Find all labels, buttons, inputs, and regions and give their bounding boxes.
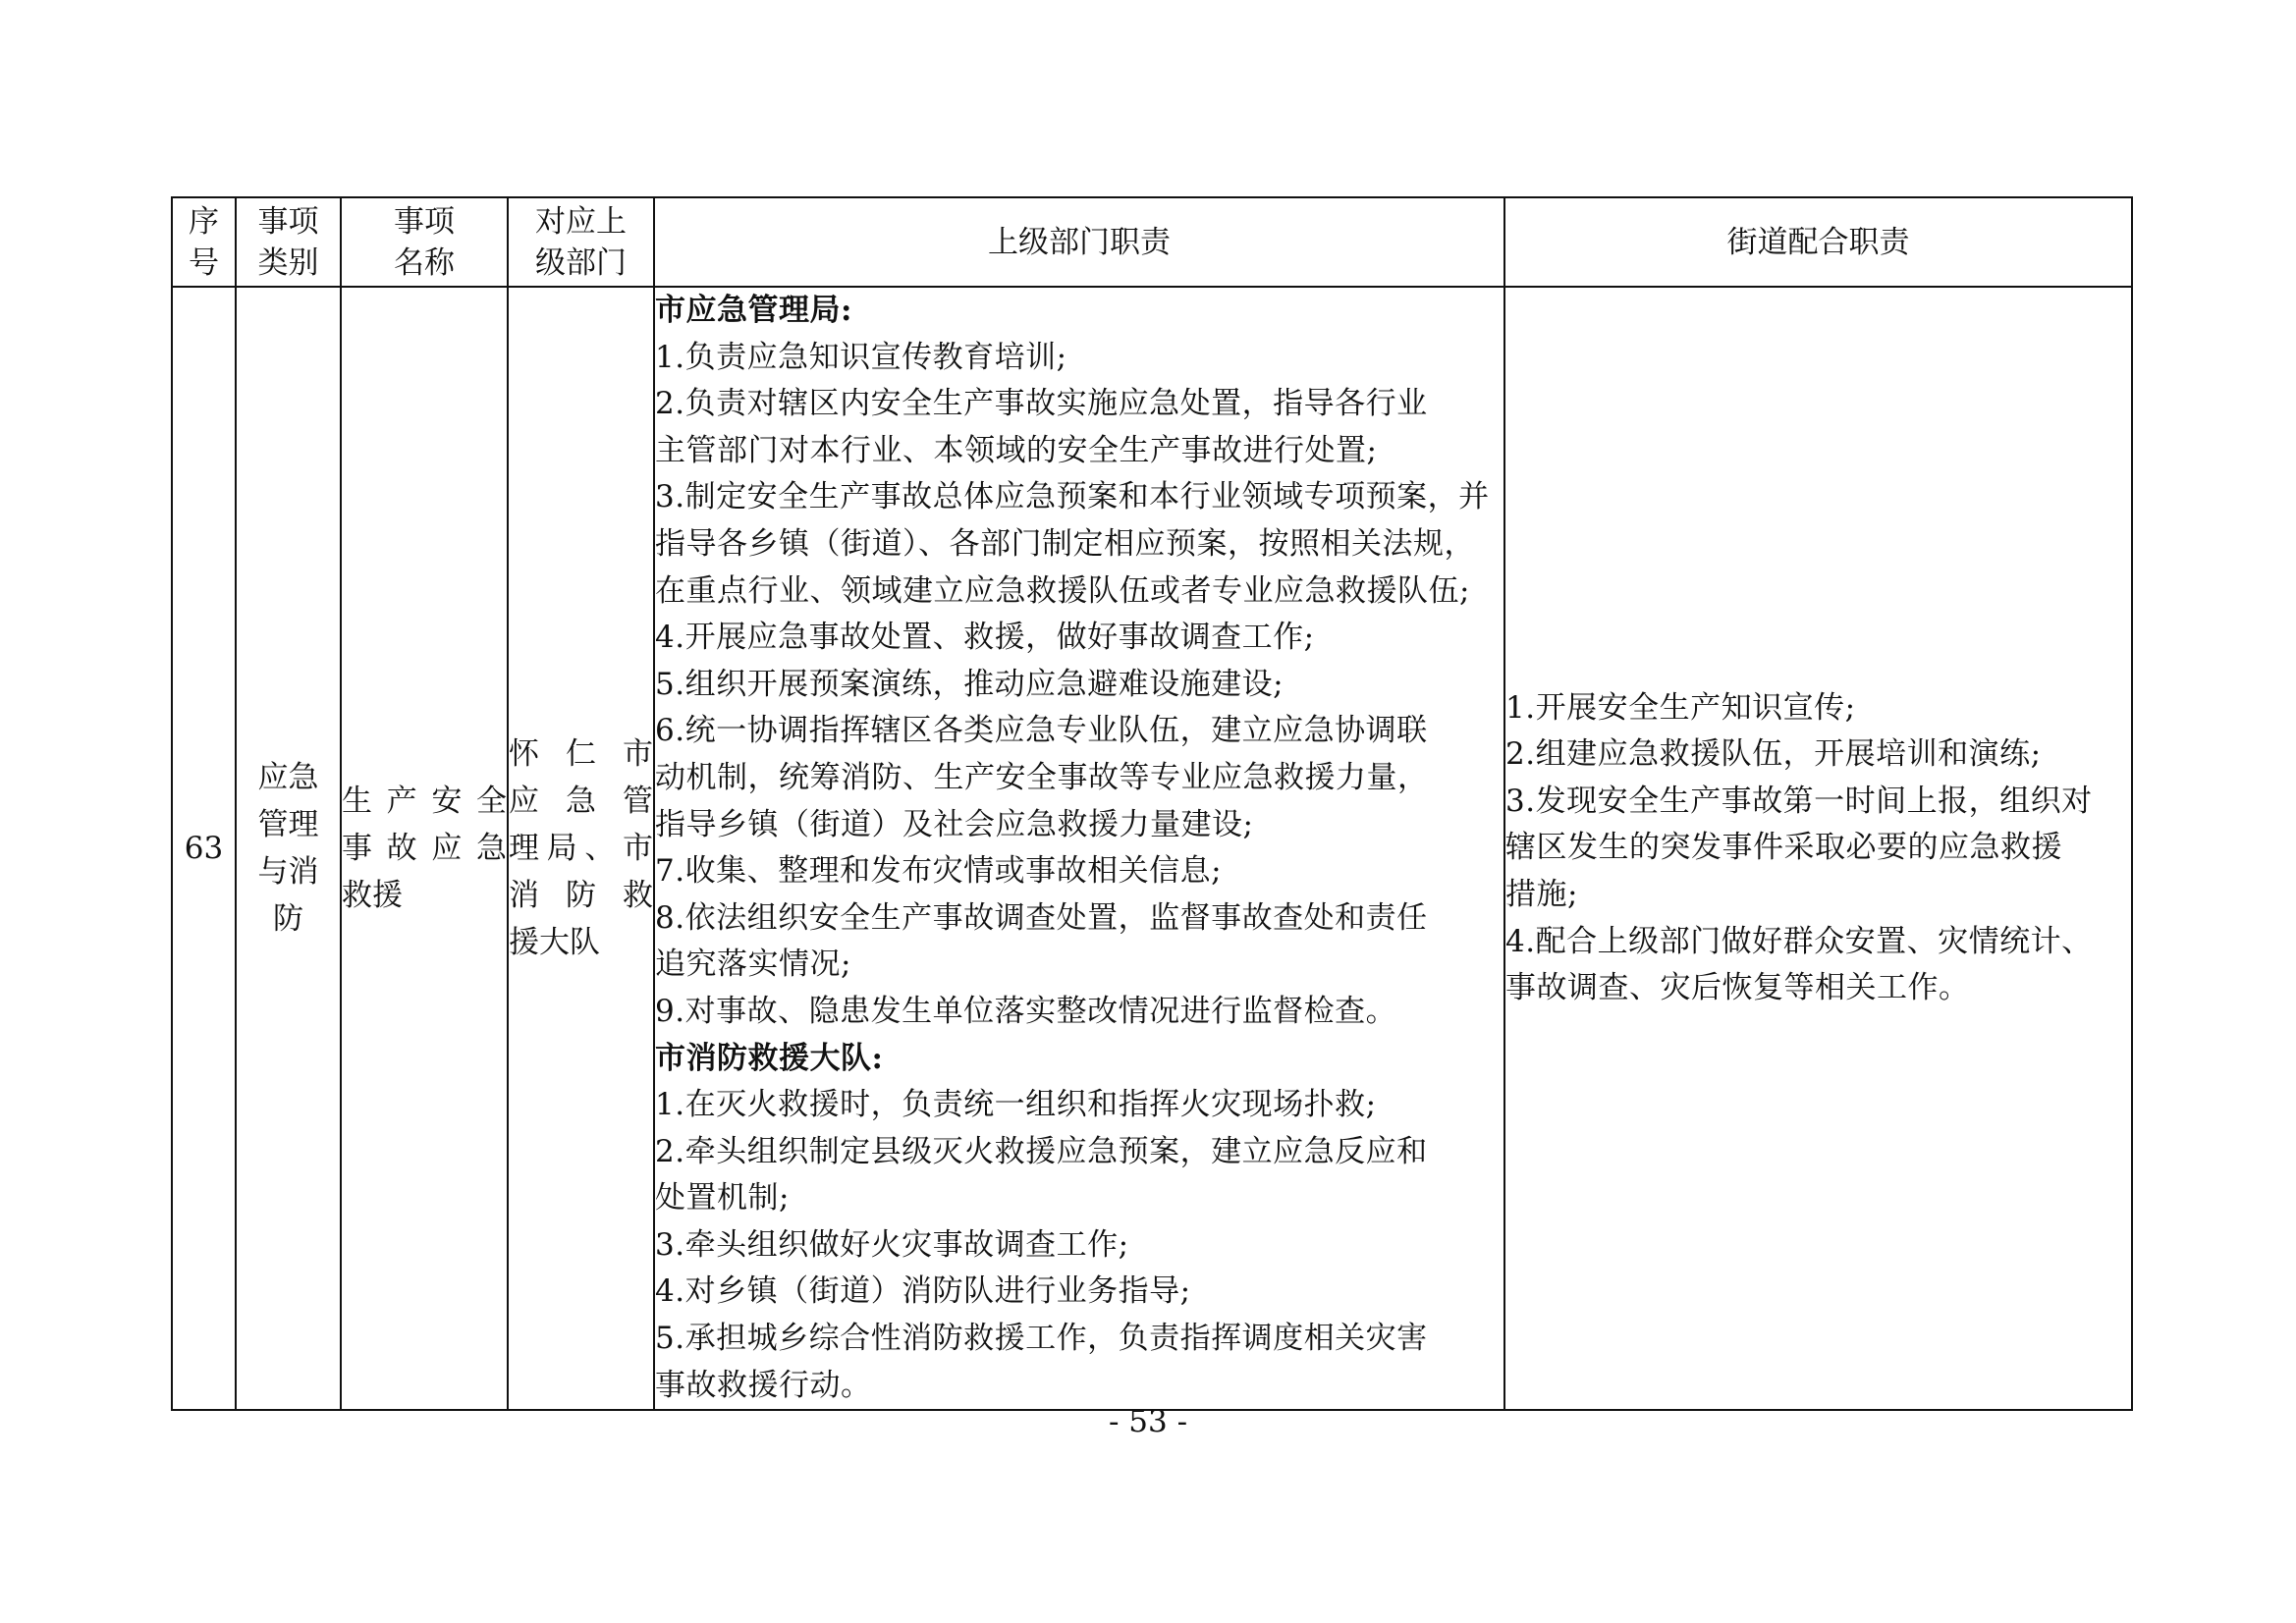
duty-line: 4.开展应急事故处置、救援，做好事故调查工作;	[655, 620, 1315, 656]
street-duty-line: 4.配合上级部门做好群众安置、灾情统计、	[1505, 923, 2093, 959]
duty-line: 动机制，统筹消防、生产安全事故等专业应急救援力量，	[655, 759, 1429, 795]
row-item-name	[341, 287, 508, 1410]
duty-line: 5.承担城乡综合性消防救援工作，负责指挥调度相关灾害	[655, 1321, 1428, 1357]
duty-line: 2.牵头组织制定县级灭火救援应急预案，建立应急反应和	[655, 1133, 1428, 1169]
row-superior-duties	[654, 287, 1504, 1410]
category-line: 应急	[257, 760, 319, 796]
duty-line: 8.依法组织安全生产事故调查处置，监督事故查处和责任	[655, 899, 1428, 936]
row-index: 63	[172, 287, 236, 1410]
page-number: - 53 -	[1108, 1404, 1188, 1439]
duty-line: 9.对事故、隐患发生单位落实整改情况进行监督检查。	[655, 993, 1397, 1029]
duty-line: 1.在灭火救援时，负责统一组织和指挥火灾现场扑救;	[655, 1087, 1377, 1123]
street-duty-line: 1.开展安全生产知识宣传;	[1505, 689, 1856, 726]
duty-table	[171, 196, 2133, 1411]
category-line: 与消	[257, 854, 319, 891]
department-line: 应急管	[509, 784, 653, 820]
row-street-duties	[1504, 287, 2132, 1410]
table-row	[172, 287, 2132, 1410]
street-duty-line: 辖区发生的突发事件采取必要的应急救援	[1505, 830, 2062, 866]
header-item-name: 事项 名称	[341, 197, 508, 287]
header-superior-duties: 上级部门职责	[654, 197, 1504, 287]
duty-line: 指导乡镇（街道）及社会应急救援力量建设;	[655, 806, 1254, 842]
duty-line: 在重点行业、领域建立应急救援队伍或者专业应急救援队伍;	[655, 572, 1470, 609]
row-category	[236, 287, 341, 1410]
duty-line: 处置机制;	[655, 1180, 790, 1217]
duty-line: 2.负责对辖区内安全生产事故实施应急处置，指导各行业	[655, 386, 1428, 422]
header-department: 对应上 级部门	[508, 197, 654, 287]
duty-line: 主管部门对本行业、本领域的安全生产事故进行处置;	[655, 432, 1378, 468]
street-duty-line: 措施;	[1505, 876, 1578, 912]
header-index: 序 号	[172, 197, 236, 287]
header-category: 事项 类别	[236, 197, 341, 287]
street-duty-line: 2.组建应急救援队伍，开展培训和演练;	[1505, 736, 2042, 773]
duty-section-heading: 市消防救援大队:	[655, 1040, 884, 1076]
category-line: 防	[273, 901, 303, 938]
duty-line: 1.负责应急知识宣传教育培训;	[655, 339, 1067, 375]
department-line: 消防救	[509, 878, 653, 914]
duty-line: 5.组织开展预案演练，推动应急避难设施建设;	[655, 666, 1285, 702]
street-duty-line: 事故调查、灾后恢复等相关工作。	[1505, 970, 1970, 1006]
item-name-line: 事故应急	[342, 831, 507, 867]
item-name-line: 生产安全	[342, 784, 507, 820]
row-department	[508, 287, 654, 1410]
duty-line: 3.制定安全生产事故总体应急预案和本行业领域专项预案，并	[655, 479, 1490, 515]
item-name-line: 救援	[342, 878, 403, 914]
category-line: 管理	[257, 807, 319, 843]
header-street-duties: 街道配合职责	[1504, 197, 2132, 287]
duty-line: 4.对乡镇（街道）消防队进行业务指导;	[655, 1273, 1191, 1310]
duty-line: 指导各乡镇（街道）、各部门制定相应预案，按照相关法规，	[655, 525, 1475, 562]
duty-section-heading: 市应急管理局:	[655, 293, 852, 328]
duty-line: 追究落实情况;	[655, 947, 851, 983]
street-duty-line: 3.发现安全生产事故第一时间上报，组织对	[1505, 783, 2093, 819]
department-line: 怀仁市	[509, 736, 653, 773]
header-row	[172, 197, 2132, 287]
duty-line: 3.牵头组织做好火灾事故调查工作;	[655, 1226, 1129, 1263]
duty-line: 事故救援行动。	[655, 1367, 872, 1403]
department-line: 理局、市	[509, 831, 653, 867]
duty-line: 7.收集、整理和发布灾情或事故相关信息;	[655, 853, 1223, 890]
duty-line: 6.统一协调指挥辖区各类应急专业队伍，建立应急协调联	[655, 713, 1428, 749]
department-line: 援大队	[509, 925, 600, 961]
